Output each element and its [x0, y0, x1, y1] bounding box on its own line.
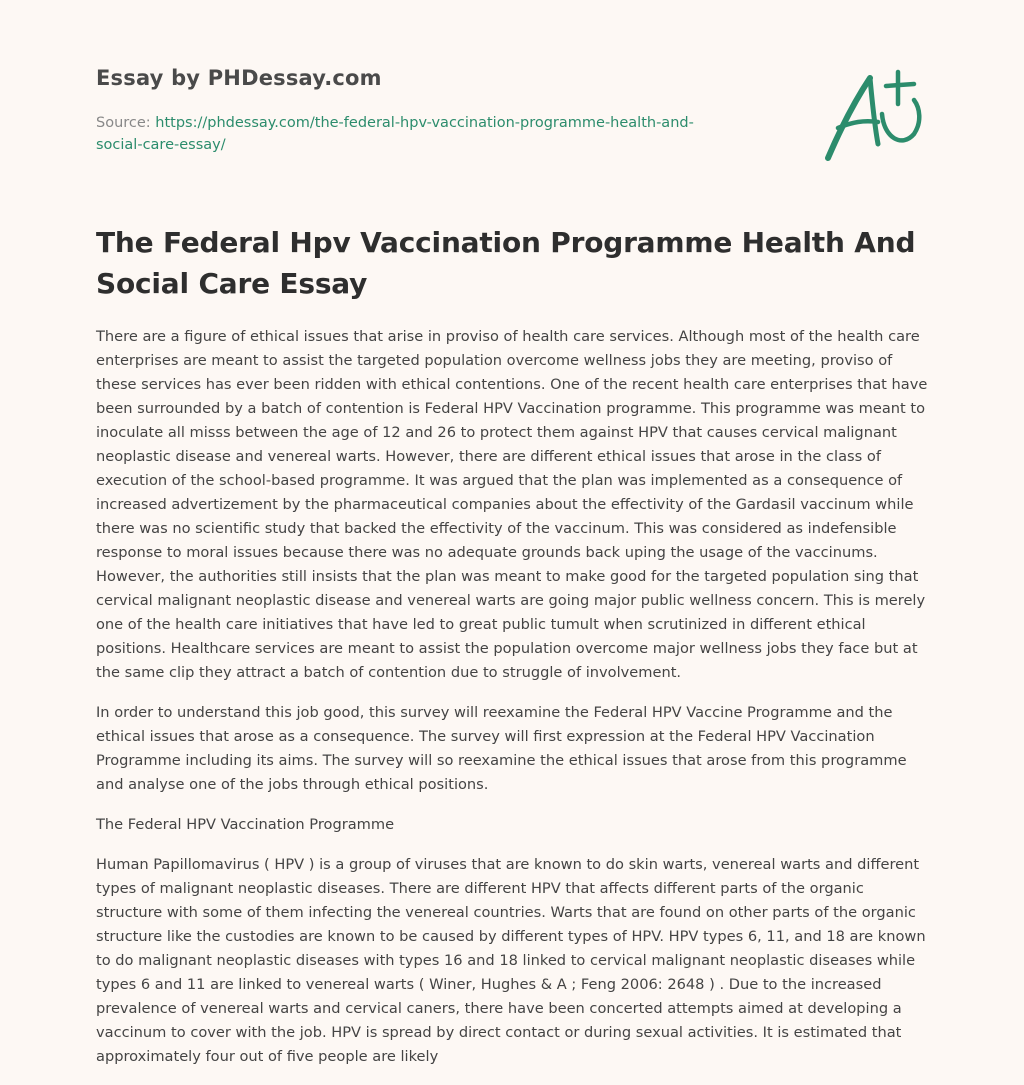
- source-link[interactable]: https://phdessay.com/the-federal-hpv-vaccination-programme-health-and-social-care-essay/: [96, 115, 694, 153]
- essay-paragraph: There are a figure of ethical issues that arise in proviso of health care services. Although most of the health care enterprises are meant to assist the targeted population overcome wellness jobs they are meeting, proviso of these services has ever been ridden with ethical contentions. One of the recent health care enterprises that have been surrounded by a batch of contention is Federal HPV Vaccination programme. This programme was meant to inoculate all misss between the age of 12 and 26 to protect them against HPV that causes cervical malignant neoplastic disease and venereal warts. However, there are different ethical issues that arose in the class of execution of the school-based programme. It was argued that the plan was implemented as a consequence of increased advertizement by the pharmaceutical companies about the effectivity of the Gardasil vaccinum while there was no scientific study that backed the effectivity of the vaccinum. This was considered as indefensible response to moral issues because there was no adequate grounds back uping the usage of the vaccinums. However, the authorities still insists that the plan was meant to make good for the targeted population sing that cervical malignant neoplastic disease and venereal warts are going major public wellness concern. This is merely one of the health care initiatives that have led to great public tumult when scrutinized in different ethical positions. Healthcare services are meant to assist the population overcome major wellness jobs they face but at the same clip they attract a batch of contention due to struggle of involvement.: [96, 328, 928, 681]
- source-label: Source:: [96, 115, 151, 131]
- essay-body: [96, 325, 932, 1085]
- essay-paragraph: In order to understand this job good, this survey will reexamine the Federal HPV Vaccine Programme and the ethical issues that arose as a consequence. The survey will first expression at the Federal HPV Vaccination Programme including its aims. The survey will so reexamine the ethical issues that arose from this programme and analyse one of the jobs through ethical positions.: [96, 704, 907, 793]
- site-title: Essay by PHDessay.com: [96, 66, 382, 90]
- section-heading: The Federal HPV Vaccination Programme: [96, 816, 395, 833]
- a-plus-logo-icon: [818, 64, 928, 168]
- essay-title: The Federal Hpv Vaccination Programme Health And Social Care Essay: [96, 226, 916, 300]
- essay-paragraph: Human Papillomavirus ( HPV ) is a group of viruses that are known to do skin warts, venereal warts and different types of malignant neoplastic diseases. There are different HPV that affects different parts of the organic structure with some of them infecting the venereal countries. Warts that are found on other parts of the organic structure like the custodies are known to be caused by different types of HPV. HPV types 6, 11, and 18 are known to do malignant neoplastic diseases with types 16 and 18 linked to cervical malignant neoplastic diseases while types 6 and 11 are linked to venereal warts ( Winer, Hughes & A ; Feng 2006: 2648 ) . Due to the increased prevalence of venereal warts and cervical caners, there have been concerted attempts aimed at developing a vaccinum to cover with the job. HPV is spread by direct contact or during sexual activities. It is estimated that approximately four out of five people are likely: [96, 856, 926, 1065]
- source-line: [96, 112, 736, 156]
